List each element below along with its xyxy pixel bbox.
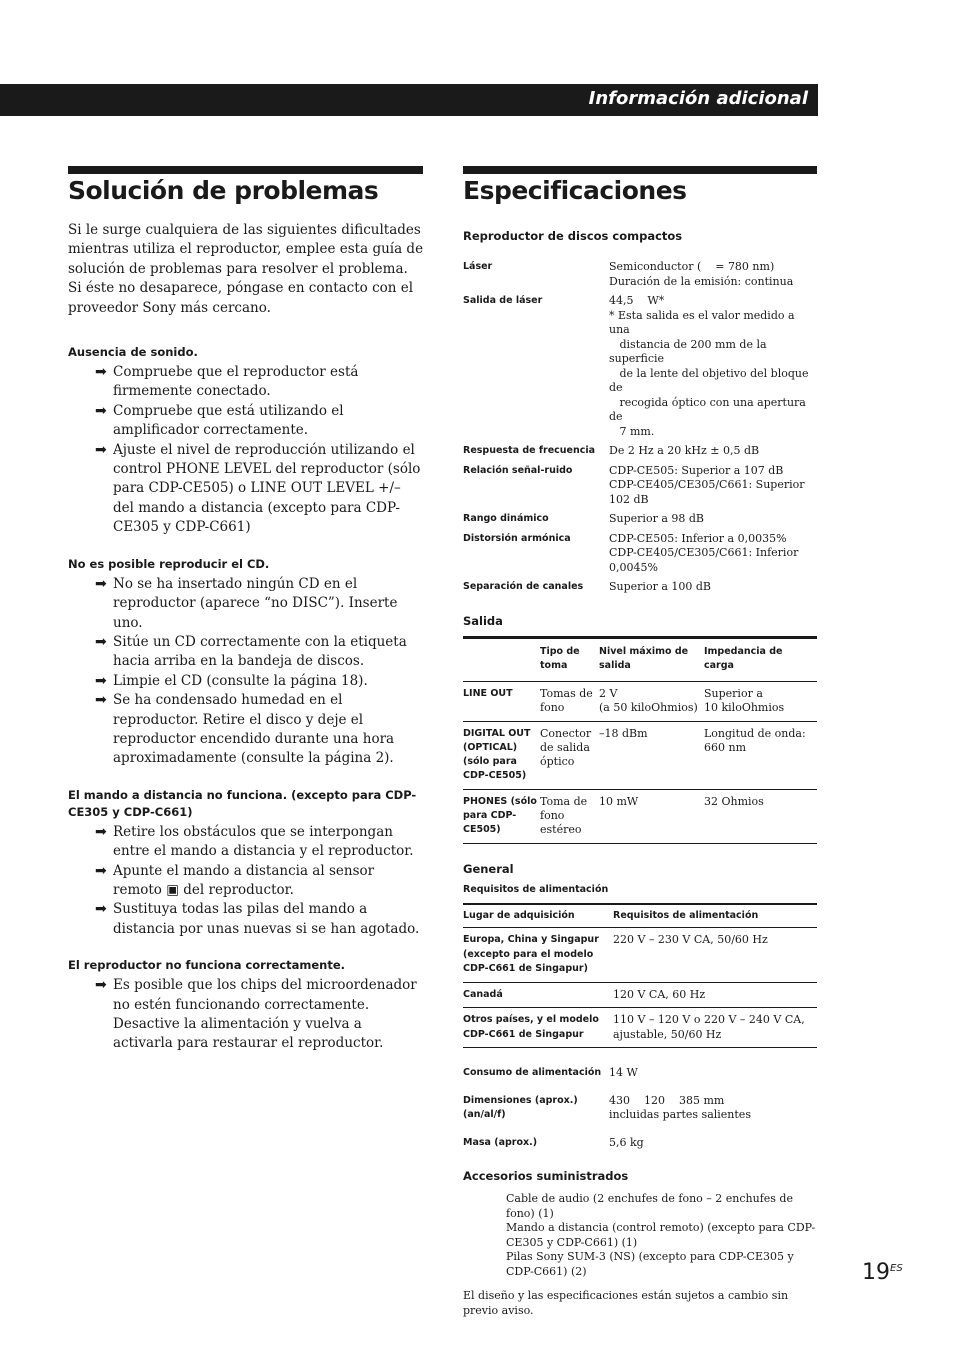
power-table-row — [463, 928, 817, 983]
troubleshooting-column — [68, 221, 424, 1072]
spec-label: Dimensiones (aprox.) (an/al/f) — [463, 1094, 578, 1120]
spec-row — [463, 464, 817, 508]
solution-text: Compruebe que está utilizando el amplificador correctamente. — [113, 402, 344, 439]
troubleshooting-intro: Si le surge cualquiera de las siguientes dificultades mientras utiliza el reproductor, emplee esta guía de solución de problemas para resolver el problema. Si éste no desaparece, póngase en contacto con el proveedor Sony más cercano. — [68, 222, 424, 316]
power-row-label: Otros países, y el modelo CDP-C661 de Singapur — [463, 1008, 613, 1048]
output-cell: Longitud de onda: 660 nm — [704, 721, 817, 789]
spec-value — [609, 444, 817, 459]
power-table-row — [463, 1008, 817, 1048]
output-column-header — [463, 637, 540, 681]
power-table — [463, 903, 817, 1048]
page-number: $19^{ES}$ — [862, 1260, 903, 1285]
spec-value-text: 430 120 385 mm incluidas partes salientes — [609, 1093, 751, 1121]
cd-player-section-title: Reproductor de discos compactos — [463, 229, 683, 243]
spec-value — [609, 294, 817, 439]
solution-item — [95, 575, 424, 633]
arrow-right-icon: ➡ — [95, 672, 107, 689]
solution-item — [95, 691, 424, 769]
output-table — [463, 636, 817, 844]
output-column-header: Impedancia de carga — [704, 637, 817, 681]
section-header-bar — [0, 84, 818, 116]
spec-label: Respuesta de frecuencia — [463, 445, 596, 456]
power-table-header — [463, 904, 817, 928]
output-cell: Tomas de fono — [540, 681, 599, 721]
power-cell: 120 V CA, 60 Hz — [613, 982, 817, 1008]
problem-item — [68, 787, 424, 939]
arrow-right-icon: ➡ — [95, 862, 107, 879]
solution-text: Compruebe que el reproductor está firmemente conectado. — [113, 364, 359, 400]
spec-row — [463, 512, 817, 527]
arrow-right-icon: ➡ — [95, 402, 107, 419]
spec-value-text: Superior a 98 dB — [609, 512, 704, 525]
arrow-right-icon: ➡ — [95, 364, 107, 381]
spec-value-text: 14 W — [609, 1066, 638, 1079]
arrow-right-icon: ➡ — [95, 977, 107, 994]
problem-list — [68, 344, 424, 1054]
solution-text: Retire los obstáculos que se interpongan entre el mando a distancia y el reproductor. — [113, 823, 414, 860]
spec-label: Relación señal-ruido — [463, 464, 573, 476]
output-row-label: PHONES (sólo para CDP-CE505) — [463, 789, 540, 843]
output-column-header: Nivel máximo de salida — [599, 637, 704, 681]
spec-value — [609, 532, 817, 576]
arrow-right-icon: ➡ — [95, 823, 107, 840]
solution-text: Sustituya todas las pilas del mando a distancia por unas nuevas si se han agotado. — [113, 901, 420, 937]
arrow-right-icon: ➡ — [95, 575, 107, 592]
solution-item — [95, 363, 424, 402]
spec-label: Consumo de alimentación — [463, 1067, 602, 1078]
spec-label: Separación de canales — [463, 581, 584, 592]
spec-row — [463, 260, 817, 289]
solution-text: Sitúe un CD correctamente con la etiqueta hacia arriba en la bandeja de discos. — [113, 633, 407, 670]
spec-row — [463, 532, 817, 576]
solution-item — [95, 672, 424, 691]
accessories-section-title: Accesorios suministrados — [463, 1169, 629, 1183]
solution-item — [95, 976, 424, 1054]
spec-row — [463, 1136, 817, 1151]
troubleshooting-title: Solución de problemas — [68, 176, 379, 205]
spec-value-text: Semiconductor ( = 780 nm) Duración de la emisión: continua — [609, 260, 794, 288]
power-row-label: Canadá — [463, 982, 613, 1008]
output-column-header: Tipo de toma — [540, 637, 599, 681]
output-cell: Toma de fono estéreo — [540, 789, 599, 843]
spec-value — [609, 512, 817, 527]
solution-text: Apunte el mando a distancia al sensor remoto ▣ del reproductor. — [113, 862, 375, 898]
specifications-title: Especificaciones — [463, 176, 687, 205]
power-column-header: Requisitos de alimentación — [613, 904, 817, 928]
problem-item — [68, 556, 424, 769]
spec-row — [463, 294, 817, 439]
spec-label: Distorsión armónica — [463, 532, 571, 544]
spec-value-text: 5,6 kg — [609, 1135, 644, 1149]
output-table-row — [463, 681, 817, 721]
spec-value-text: Superior a 100 dB — [609, 580, 711, 593]
spec-value-text: De 2 Hz a 20 kHz ± 0,5 dB — [609, 444, 760, 457]
solution-item — [95, 441, 424, 538]
accessory-item: Mando a distancia (control remoto) (excepto para CDP-CE305 y CDP-C661) (1) — [506, 1221, 816, 1249]
solution-item — [95, 900, 424, 939]
arrow-right-icon: ➡ — [95, 901, 107, 918]
spec-value-text: 44,5 W* * Esta salida es el valor medido a una distancia de 200 mm de la superficie de la lente del objetivo del bloque de recogida óptico con una apertura de 7 mm. — [609, 294, 809, 438]
solution-text: Se ha condensado humedad en el reproductor. Retire el disco y deje el reproductor encendido durante una hora aproximadamente (consulte la página 2). — [113, 692, 395, 767]
problem-title: El reproductor no funciona correctamente. — [68, 958, 346, 973]
arrow-right-icon: ➡ — [95, 692, 107, 709]
solution-text: Es posible que los chips del microordenador no estén funcionando correctamente. Desactive la alimentación y vuelva a activarla para restaurar el reproductor. — [113, 977, 417, 1052]
spec-label: Salida de láser — [463, 295, 543, 306]
output-cell: 32 Ohmios — [704, 789, 817, 843]
spec-row — [463, 1066, 817, 1081]
spec-value — [609, 260, 817, 289]
spec-value — [609, 464, 817, 508]
arrow-right-icon: ➡ — [95, 441, 107, 458]
solution-item — [95, 402, 424, 441]
general-spec-list — [463, 1066, 817, 1150]
power-cell: 110 V – 120 V o 220 V – 240 V CA, ajustable, 50/60 Hz — [613, 1008, 817, 1048]
problem-item — [68, 957, 424, 1054]
power-requirements-label: Requisitos de alimentación — [463, 883, 609, 895]
power-cell: 220 V – 230 V CA, 50/60 Hz — [613, 928, 817, 983]
power-row-label: Europa, China y Singapur (excepto para el modelo CDP-C661 de Singapur) — [463, 928, 613, 983]
solution-item — [95, 823, 424, 862]
output-table-row — [463, 721, 817, 789]
specifications-note: El diseño y las especificaciones están sujetos a cambio sin previo aviso. — [463, 1289, 789, 1317]
output-row-label: DIGITAL OUT (OPTICAL) (sólo para CDP-CE505) — [463, 721, 540, 789]
output-cell: 10 mW — [599, 789, 704, 843]
output-table-row — [463, 789, 817, 843]
output-section-title: Salida — [463, 613, 503, 628]
section-header-title: Información adicional — [588, 88, 808, 109]
spec-label: Rango dinámico — [463, 513, 549, 524]
spec-value — [609, 580, 817, 595]
cd-spec-list — [463, 260, 817, 595]
power-column-header: Lugar de adquisición — [463, 904, 613, 928]
spec-row — [463, 580, 817, 595]
solution-item — [95, 633, 424, 672]
output-cell: –18 dBm — [599, 721, 704, 789]
spec-label: Masa (aprox.) — [463, 1136, 538, 1148]
spec-value — [609, 1136, 817, 1151]
problem-title: No es posible reproducir el CD. — [68, 556, 270, 571]
specifications-column — [463, 228, 817, 1318]
problem-item — [68, 344, 424, 538]
page-suffix: ES — [890, 1263, 903, 1274]
problem-title: El mando a distancia no funciona. (excepto para CDP-CE305 y CDP-C661) — [68, 787, 417, 819]
output-row-label: LINE OUT — [463, 681, 540, 721]
accessories-list — [506, 1192, 817, 1279]
spec-value — [609, 1066, 817, 1081]
spec-row — [463, 444, 817, 459]
left-column-rule — [68, 166, 423, 174]
accessory-item: Cable de audio (2 enchufes de fono – 2 enchufes de fono) (1) — [506, 1192, 793, 1220]
spec-value — [609, 1094, 817, 1123]
solution-item — [95, 862, 424, 901]
solution-text: Limpie el CD (consulte la página 18). — [113, 672, 368, 689]
power-table-row — [463, 982, 817, 1008]
spec-value-text: CDP-CE505: Inferior a 0,0035% CDP-CE405/CE305/C661: Inferior 0,0045% — [609, 531, 799, 574]
output-table-header — [463, 637, 817, 681]
general-section-title: General — [463, 861, 514, 876]
right-column-rule — [463, 166, 817, 174]
spec-label: Láser — [463, 261, 493, 272]
accessory-item: Pilas Sony SUM-3 (NS) (excepto para CDP-CE305 y CDP-C661) (2) — [506, 1250, 794, 1278]
solution-text: No se ha insertado ningún CD en el reproductor (aparece “no DISC”). Inserte uno. — [113, 575, 398, 631]
arrow-right-icon: ➡ — [95, 633, 107, 650]
spec-value-text: CDP-CE505: Superior a 107 dB CDP-CE405/CE305/C661: Superior 102 dB — [609, 463, 805, 506]
problem-title: Ausencia de sonido. — [68, 345, 198, 360]
output-cell: Conector de salida óptico — [540, 721, 599, 789]
output-cell: 2 V (a 50 kiloOhmios) — [599, 681, 704, 721]
solution-text: Ajuste el nivel de reproducción utilizando el control PHONE LEVEL del reproductor (sólo para CDP-CE505) o LINE OUT LEVEL +/– del mando a distancia (excepto para CDP-CE305 y CDP-C661) — [113, 441, 421, 536]
spec-row — [463, 1094, 817, 1123]
output-cell: Superior a 10 kiloOhmios — [704, 681, 817, 721]
